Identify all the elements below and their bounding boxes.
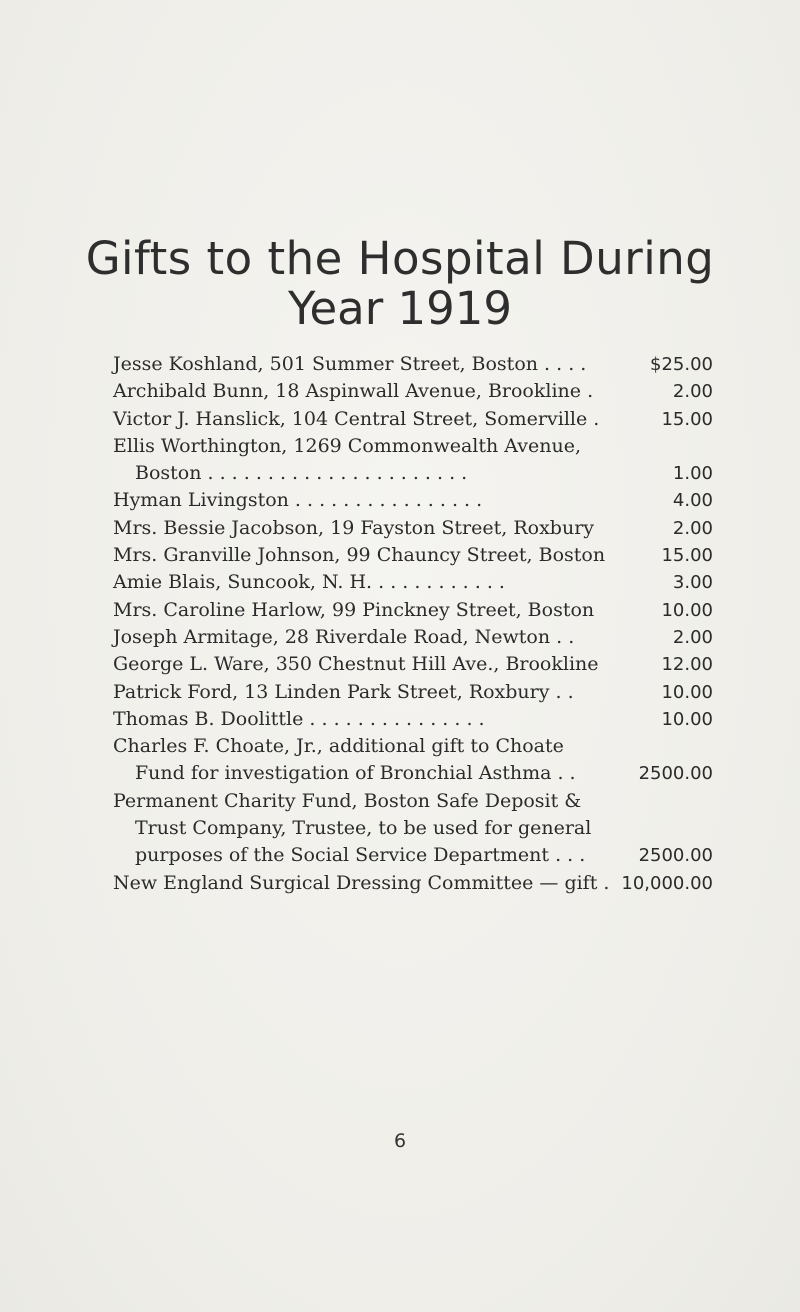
gift-line [113,815,713,842]
gift-line [113,842,713,869]
page-subtitle: Year 1919 [287,282,513,335]
gift-donor: Jesse Koshland, 501 Summer Street, Boston . . . . [113,353,587,375]
gift-amount: 3.00 [672,572,713,594]
gift-amount: 10.00 [661,681,713,703]
gift-amount: 15.00 [661,408,713,430]
gift-donor: Amie Blais, Suncook, N. H. . . . . . . . . . . . [113,571,505,594]
gift-line [113,679,713,706]
gift-donor: Charles F. Choate, Jr., additional gift to Choate [113,735,564,758]
gift-donor: George L. Ware, 350 Chestnut Hill Ave., Brookline [113,653,599,676]
gift-donor: Mrs. Granville Johnson, 99 Chauncy Street, Boston [113,544,606,567]
gift-line [113,433,713,460]
gift-line [113,378,713,405]
gift-line [113,597,713,624]
gift-donor: Mrs. Caroline Harlow, 99 Pinckney Street, Boston [113,598,595,621]
gift-line [113,569,713,596]
gift-donor: Fund for investigation of Bronchial Asthma . . [135,762,576,785]
gift-donor: Joseph Armitage, 28 Riverdale Road, Newton . . [113,625,575,648]
page-number: 6 [393,1130,407,1152]
gift-amount: 1.00 [672,463,713,485]
gift-amount: 2500.00 [638,763,713,785]
gift-list [113,351,713,897]
gift-donor: Ellis Worthington, 1269 Commonwealth Avenue, [113,434,581,457]
gift-line [113,624,713,651]
gift-amount: 15.00 [661,545,713,567]
gift-donor: Victor J. Hanslick, 104 Central Street, Somerville . [113,407,600,430]
gift-donor: Hyman Livingston . . . . . . . . . . . . . . . . [113,489,483,512]
gift-donor: Thomas B. Doolittle . . . . . . . . . . . . . . . [113,707,485,730]
gift-amount: 2500.00 [638,845,713,867]
gift-line [113,460,713,487]
gift-line [113,760,713,787]
gift-donor: Patrick Ford, 13 Linden Park Street, Roxbury . . [113,680,574,703]
gift-line [113,706,713,733]
gift-line [113,406,713,433]
gift-line [113,870,713,897]
gift-donor: Boston . . . . . . . . . . . . . . . . . . . . . . [135,462,468,485]
gift-amount: 2.00 [672,517,713,539]
gift-amount: 12.00 [661,654,713,676]
gift-amount: 10.00 [661,708,713,730]
gift-line [113,487,713,514]
gift-amount: $25.00 [650,354,713,375]
gift-donor: purposes of the Social Service Department . . . [135,844,586,867]
gift-line [113,733,713,760]
gift-line [113,542,713,569]
gift-donor: Archibald Bunn, 18 Aspinwall Avenue, Brookline . [113,380,594,403]
gift-line [113,788,713,815]
gift-donor: Mrs. Bessie Jacobson, 19 Fayston Street, Roxbury [113,516,595,539]
gift-amount: 10.00 [661,599,713,621]
gift-donor: New England Surgical Dressing Committee — gift . [113,871,610,894]
gift-amount: 2.00 [672,626,713,648]
gift-donor: Trust Company, Trustee, to be used for general [135,817,592,840]
gift-line [113,351,713,378]
gift-donor: Permanent Charity Fund, Boston Safe Deposit & [113,789,582,812]
gift-amount: 4.00 [672,490,713,512]
gift-amount: 2.00 [672,381,713,403]
gift-line [113,515,713,542]
gift-line [113,651,713,678]
gift-amount: 10,000.00 [621,872,713,894]
page-title: Gifts to the Hospital During [85,232,715,285]
